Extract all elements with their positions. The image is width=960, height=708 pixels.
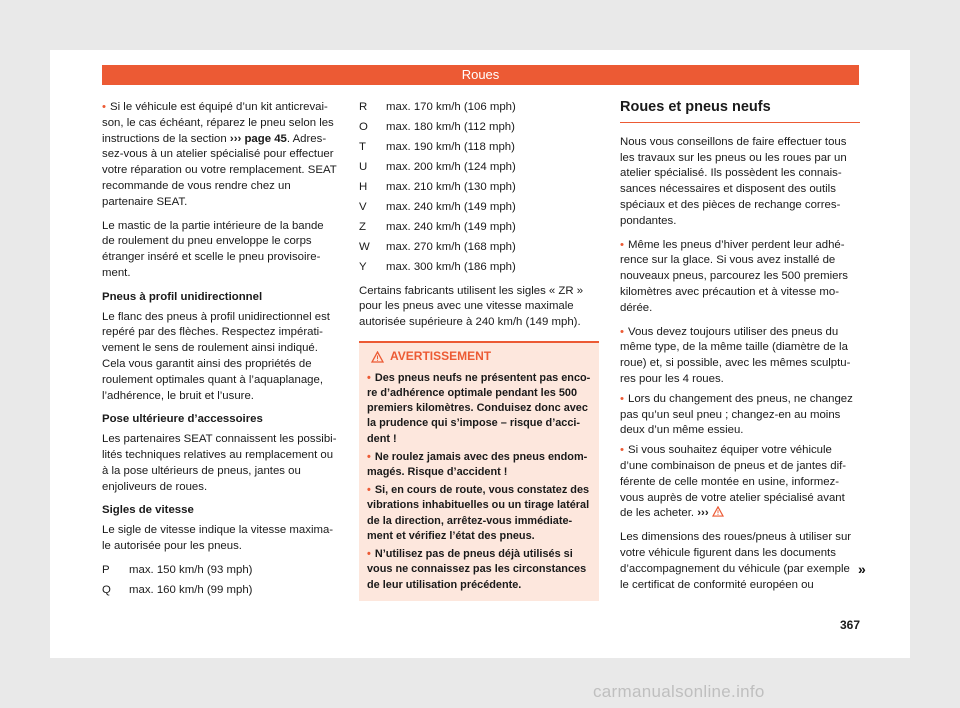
bullet-icon — [367, 451, 375, 463]
paragraph: Le sigle de vitesse indique la vitesse maximale autorisée pour les pneus. — [102, 524, 334, 552]
bullet-item — [620, 325, 860, 388]
speed-letter: O — [359, 120, 368, 133]
warning-item — [367, 450, 591, 480]
section-title: Roues et pneus neufs — [620, 100, 860, 123]
paragraph: Les partenaires SEAT connaissent les possibilités techniques relatives au remplacement ou à la pose ultérieurs de pneus, jantes ou enjoliveurs de roues. — [102, 433, 337, 493]
bullet-item — [620, 443, 860, 522]
warning-item — [367, 483, 591, 544]
speed-value: max. 240 km/h (149 mph) — [386, 220, 516, 233]
speed-value: max. 180 km/h (112 mph) — [386, 120, 515, 133]
speed-letter: P — [102, 563, 110, 576]
text: Si vous souhaitez équiper votre véhicule d’une combinaison de pneus et de jantes différente de celle montée en usine, informez-vous auprès de votre atelier spécialisé avant de les acheter. — [620, 444, 847, 520]
paragraph: Le flanc des pneus à profil unidirectionnel est repéré par des flèches. Respectez impérativement le sens de roulement ainsi indiqué. Cela vous garantit ainsi des propriétés de roulement optimales quant à l’aquaplanage, l’adhérence, le bruit et l’usure. — [102, 310, 330, 402]
bullet-item — [620, 238, 860, 317]
speed-row — [102, 583, 338, 599]
text: N’utilisez pas de pneus déjà utilisés si vous ne connaissez pas les circonstances de leur utilisation précédente. — [367, 548, 587, 591]
column-1 — [102, 100, 338, 603]
bullet-icon — [620, 444, 628, 456]
bullet-icon — [367, 484, 375, 496]
warning-icon[interactable] — [712, 506, 724, 517]
speed-row — [359, 160, 599, 176]
text: . Adressez-vous à un atelier spécialisé pour effectuer votre réparation ou votre remplacement. SEAT recommande de vous rendre chez un partenaire SEAT. — [102, 132, 337, 208]
subheading: Pose ultérieure d’accessoires — [102, 413, 263, 426]
bullet-icon — [367, 372, 375, 384]
paragraph: Certains fabricants utilisent les sigles « ZR » pour les pneus avec une vitesse maximale autorisée supérieure à 240 km/h (149 mph). — [359, 284, 584, 329]
speed-row — [359, 240, 599, 256]
page-reference-link[interactable]: ››› page 45 — [229, 132, 287, 145]
speed-value: max. 210 km/h (130 mph) — [386, 180, 516, 193]
speed-row — [359, 220, 599, 236]
subheading: Pneus à profil unidirectionnel — [102, 290, 263, 303]
chapter-header: Roues — [102, 65, 859, 85]
speed-letter: H — [359, 180, 368, 193]
speed-value: max. 160 km/h (99 mph) — [129, 583, 253, 596]
warning-reference-link[interactable]: ››› — [697, 507, 709, 520]
text: Lors du changement des pneus, ne changez pas qu’un seul pneu ; changez-en au moins deux d’un même essieu. — [620, 392, 853, 437]
speed-value: max. 270 km/h (168 mph) — [386, 240, 516, 253]
text: Vous devez toujours utiliser des pneus du même type, de la même taille (diamètre de la roue) et, si possible, avec les mêmes sculptures pour les 4 roues. — [620, 325, 851, 385]
speed-letter: Y — [359, 260, 367, 273]
warning-item — [367, 547, 591, 593]
paragraph: Le mastic de la partie intérieure de la bande de roulement du pneu enveloppe le corps étranger inséré et scelle le pneu provisoirement. — [102, 219, 324, 279]
warning-icon — [371, 351, 384, 363]
warning-title-text: AVERTISSEMENT — [390, 349, 492, 364]
column-2 — [359, 100, 599, 601]
speed-letter: Z — [359, 220, 366, 233]
speed-value: max. 170 km/h (106 mph) — [386, 101, 516, 113]
speed-value: max. 150 km/h (93 mph) — [129, 563, 253, 576]
speed-value: max. 240 km/h (149 mph) — [386, 200, 516, 213]
paragraph: Nous vous conseillons de faire effectuer tous les travaux sur les pneus ou les roues par un atelier spécialisé. Ils possèdent les connaissances nécessaires et disposent des outils spéciaux et des pièces de rechange correspondantes. — [620, 135, 847, 227]
speed-row — [359, 260, 599, 276]
speed-letter: Q — [102, 583, 111, 596]
speed-row — [359, 140, 599, 156]
warning-box — [359, 341, 599, 601]
speed-row — [359, 180, 599, 196]
speed-value: max. 200 km/h (124 mph) — [386, 160, 516, 173]
bullet-icon — [620, 326, 628, 338]
speed-row — [102, 563, 338, 579]
text: Si, en cours de route, vous constatez des vibrations inhabituelles ou un tirage latéral de la direction, arrêtez-vous immédiatement et vérifiez l’état des pneus. — [367, 484, 590, 542]
continue-mark: » — [858, 561, 866, 577]
bullet-icon — [620, 239, 628, 251]
speed-row — [359, 200, 599, 216]
column-3 — [620, 100, 860, 601]
paragraph — [102, 100, 338, 211]
speed-value: max. 190 km/h (118 mph) — [386, 140, 515, 153]
speed-letter: V — [359, 200, 367, 213]
speed-value: max. 300 km/h (186 mph) — [386, 260, 516, 273]
text: Des pneus neufs ne présentent pas encore d’adhérence optimale pendant les 500 premiers kilomètres. Conduisez donc avec la prudence qui s’impose – risque d’accident ! — [367, 371, 591, 445]
speed-row — [359, 100, 599, 116]
warning-item — [367, 371, 591, 447]
paragraph: Les dimensions des roues/pneus à utiliser sur votre véhicule figurent dans les documents d’accompagnement du véhicule (par exemple le certificat de conformité européen ou — [620, 531, 852, 591]
bullet-item — [620, 392, 860, 439]
watermark: carmanualsonline.info — [593, 682, 765, 701]
text: Si le véhicule est équipé d’un kit anticrevaison, le cas échéant, réparez le pneu selon les instructions de la section — [102, 101, 334, 145]
bullet-icon — [102, 101, 110, 113]
speed-letter: R — [359, 101, 368, 113]
speed-letter: U — [359, 160, 368, 173]
page-number: 367 — [840, 618, 861, 632]
bullet-icon — [620, 393, 628, 405]
warning-title — [367, 349, 591, 365]
speed-row — [359, 120, 599, 136]
speed-letter: T — [359, 140, 366, 153]
subheading: Sigles de vitesse — [102, 504, 194, 517]
text: Ne roulez jamais avec des pneus endommagés. Risque d’accident ! — [367, 450, 588, 479]
bullet-icon — [367, 548, 375, 560]
text: Même les pneus d’hiver perdent leur adhérence sur la glace. Si vous avez installé de nouveaux pneus, parcourez les 500 premiers kilomètres avec précaution et à vitesse modérée. — [620, 238, 848, 314]
speed-letter: W — [359, 240, 370, 253]
